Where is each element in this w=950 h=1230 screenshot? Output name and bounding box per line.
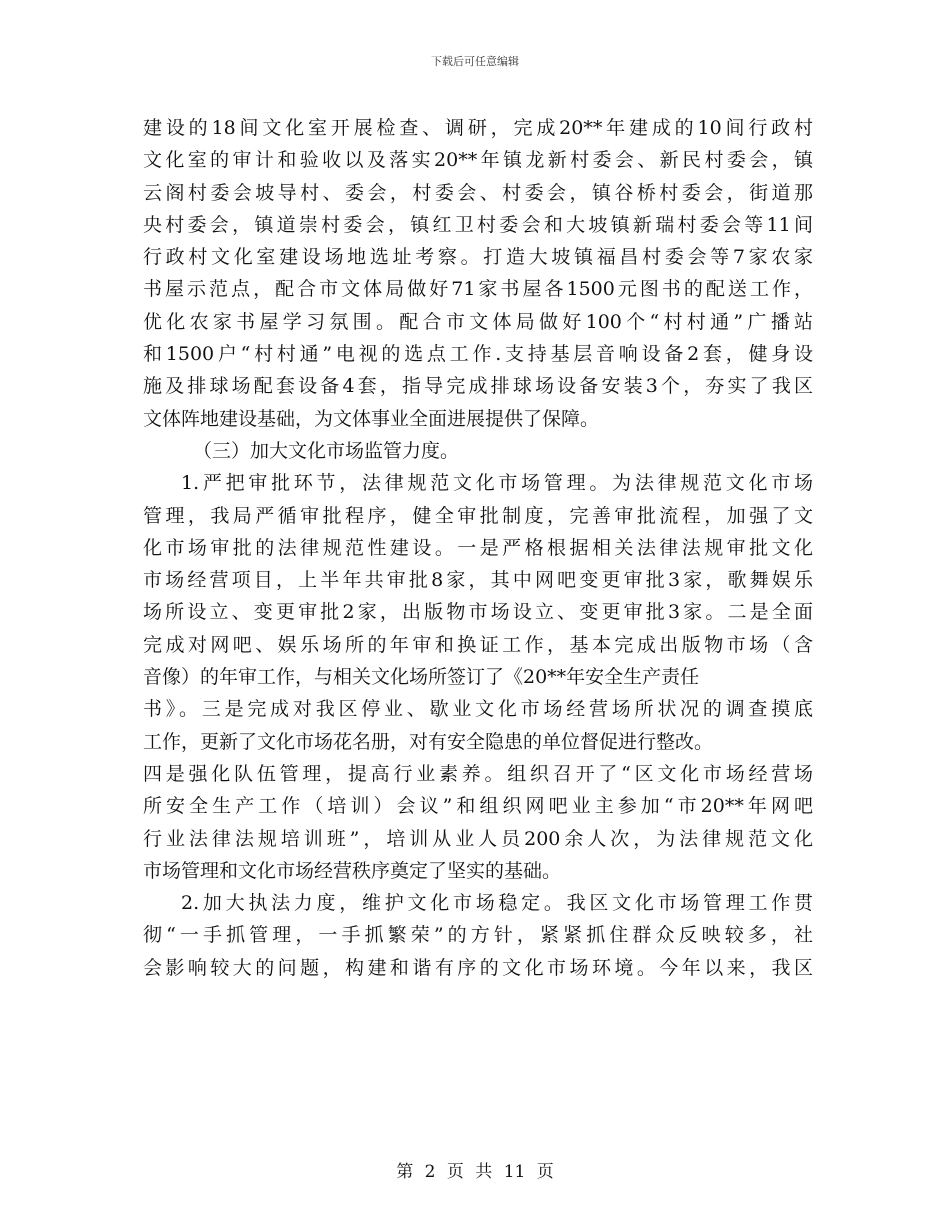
text-line: 书》。三是完成对我区停业、歇业文化市场经营场所状况的调查摸底 <box>143 698 813 721</box>
header-note: 下载后可任意编辑 <box>431 55 519 68</box>
text-line: 央村委会，镇道崇村委会，镇红卫村委会和大坡镇新瑞村委会等11间 <box>143 213 813 236</box>
text-line: 市场经营项目，上半年共审批8家，其中网吧变更审批3家，歌舞娱乐 <box>143 569 813 592</box>
text-line: 音像）的年审工作，与相关文化场所签订了《20**年安全生产责任 <box>143 666 700 689</box>
text-line: 书屋示范点，配合市文体局做好71家书屋各1500元图书的配送工作， <box>143 278 813 301</box>
text-line: 化市场审批的法律规范性建设。一是严格根据相关法律法规审批文化 <box>143 536 813 559</box>
document-body <box>143 112 813 984</box>
text-line: 云阁村委会坡导村、委会，村委会、村委会，镇谷桥村委会，街道那 <box>143 181 813 204</box>
text-line: 施及排球场配套设备4套，指导完成排球场设备安装3个，夯实了我区 <box>143 375 813 398</box>
text-line: 文化室的审计和验收以及落实20**年镇龙新村委会、新民村委会，镇 <box>143 149 813 172</box>
text-line: 文体阵地建设基础，为文体事业全面进展提供了保障。 <box>143 407 600 430</box>
text-line: 和1500户“村村通”电视的选点工作.支持基层音响设备2套，健身设 <box>143 343 813 366</box>
text-line: 管理，我局严循审批程序，健全审批制度，完善审批流程，加强了文 <box>143 504 813 527</box>
text-line: 优化农家书屋学习氛围。配合市文体局做好100个“村村通”广播站 <box>143 310 813 333</box>
paragraph-first-line: 1.严把审批环节，法律规范文化市场管理。为法律规范文化市场 <box>181 472 813 495</box>
text-line: 所安全生产工作（培训）会议”和组织网吧业主参加“市20**年网吧 <box>143 795 813 818</box>
text-line: 四是强化队伍管理，提高行业素养。组织召开了“区文化市场经营场 <box>143 762 813 785</box>
paragraph-first-line: 2.加大执法力度，维护文化市场稳定。我区文化市场管理工作贯 <box>181 892 813 915</box>
text-line: 会影响较大的问题，构建和谐有序的文化市场环境。今年以来，我区 <box>143 956 813 979</box>
text-line: 工作，更新了文化市场花名册，对有安全隐患的单位督促进行整改。 <box>143 730 714 753</box>
text-line: 建设的18间文化室开展检查、调研，完成20**年建成的10间行政村 <box>143 117 813 139</box>
text-line: 行业法律法规培训班”，培训从业人员200余人次，为法律规范文化 <box>143 827 813 850</box>
section-heading: （三）加大文化市场监管力度。 <box>193 439 460 462</box>
text-line: 彻“一手抓管理，一手抓繁荣”的方针，紧紧抓住群众反映较多，社 <box>143 924 813 947</box>
text-line: 行政村文化室建设场地选址考察。打造大坡镇福昌村委会等7家农家 <box>143 246 813 269</box>
text-line: 完成对网吧、娱乐场所的年审和换证工作，基本完成出版物市场（含 <box>143 633 813 656</box>
text-line: 场所设立、变更审批2家，出版物市场设立、变更审批3家。二是全面 <box>143 601 813 624</box>
page-number: 第 2 页 共 11 页 <box>396 1162 554 1182</box>
text-line: 市场管理和文化市场经营秩序奠定了坚实的基础。 <box>143 859 562 882</box>
